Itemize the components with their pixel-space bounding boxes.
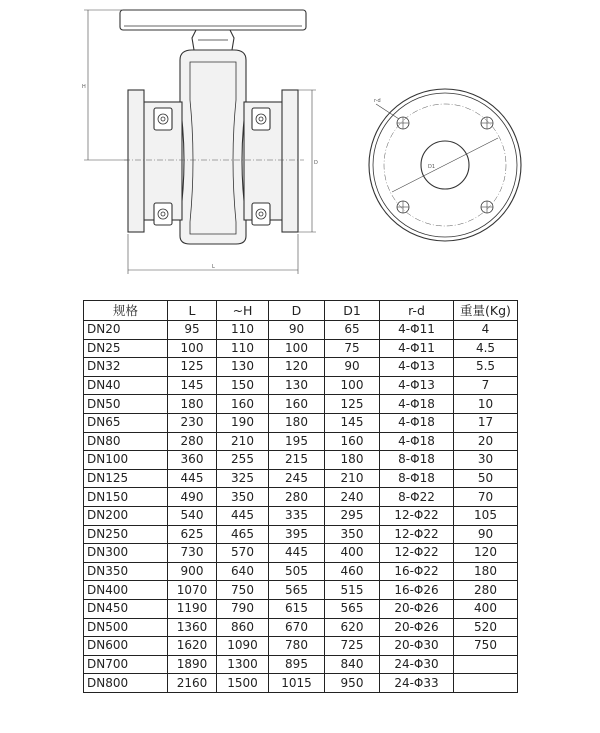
cell-l: 540 [168,506,217,525]
bolt-hole-bottom-right [481,201,493,213]
cell-h: 110 [217,321,269,340]
cell-d1: 125 [325,395,380,414]
cell-rd: 16-Φ26 [380,581,454,600]
cell-d: 90 [269,321,325,340]
cell-d1: 180 [325,451,380,470]
cell-model: DN125 [84,469,168,488]
table-row [84,674,518,693]
table-row [84,395,518,414]
cell-l: 445 [168,469,217,488]
dim-label-d: D [314,160,318,166]
cell-d: 120 [269,358,325,377]
cell-h: 750 [217,581,269,600]
cell-d: 395 [269,525,325,544]
cell-d: 445 [269,544,325,563]
cell-model: DN200 [84,506,168,525]
bolt-hole-top-right [481,117,493,129]
cell-rd: 8-Φ22 [380,488,454,507]
cell-rd: 4-Φ13 [380,376,454,395]
dim-label-h: H [82,84,86,90]
cell-model: DN40 [84,376,168,395]
cell-weight [454,655,518,674]
cell-h: 465 [217,525,269,544]
cell-d1: 400 [325,544,380,563]
cell-d1: 350 [325,525,380,544]
cell-d1: 90 [325,358,380,377]
cell-h: 210 [217,432,269,451]
bolt-bottom-left [154,203,172,225]
table-row [84,451,518,470]
cell-d1: 515 [325,581,380,600]
cell-weight: 50 [454,469,518,488]
cell-weight: 70 [454,488,518,507]
cell-weight [454,674,518,693]
cell-h: 1300 [217,655,269,674]
cell-l: 125 [168,358,217,377]
cell-weight: 90 [454,525,518,544]
bolt-top-left [154,108,172,130]
flange-right [282,90,298,232]
cell-weight: 280 [454,581,518,600]
cell-d: 615 [269,599,325,618]
cell-rd: 24-Φ33 [380,674,454,693]
cell-h: 640 [217,562,269,581]
cell-h: 790 [217,599,269,618]
cell-model: DN600 [84,637,168,656]
cell-rd: 12-Φ22 [380,544,454,563]
cell-d1: 100 [325,376,380,395]
cell-d: 160 [269,395,325,414]
cell-l: 490 [168,488,217,507]
table-header [84,301,518,321]
table-row [84,321,518,340]
cell-model: DN50 [84,395,168,414]
cell-h: 160 [217,395,269,414]
cell-d1: 75 [325,339,380,358]
table-body [84,321,518,693]
cell-rd: 4-Φ11 [380,339,454,358]
cell-d: 335 [269,506,325,525]
cell-l: 625 [168,525,217,544]
cell-d1: 295 [325,506,380,525]
cell-rd: 8-Φ18 [380,469,454,488]
cell-rd: 20-Φ26 [380,599,454,618]
cell-d1: 840 [325,655,380,674]
cell-weight: 4 [454,321,518,340]
cell-d1: 950 [325,674,380,693]
bolt-hole-bottom-left [397,201,409,213]
bolt-top-right [252,108,270,130]
cell-weight: 120 [454,544,518,563]
table-row [84,506,518,525]
cell-weight: 5.5 [454,358,518,377]
cell-model: DN500 [84,618,168,637]
table-row [84,562,518,581]
cell-model: DN20 [84,321,168,340]
valve-spec-table [83,300,518,693]
table-row [84,599,518,618]
cell-model: DN80 [84,432,168,451]
cell-d1: 725 [325,637,380,656]
cell-weight: 10 [454,395,518,414]
cell-d: 895 [269,655,325,674]
table-row [84,488,518,507]
table-row [84,544,518,563]
cell-l: 1620 [168,637,217,656]
cell-l: 100 [168,339,217,358]
cell-rd: 4-Φ18 [380,432,454,451]
cell-d: 565 [269,581,325,600]
bolt-bottom-right [252,203,270,225]
table-row [84,413,518,432]
cell-d: 195 [269,432,325,451]
cell-d1: 160 [325,432,380,451]
cell-model: DN350 [84,562,168,581]
cell-model: DN100 [84,451,168,470]
cell-rd: 4-Φ13 [380,358,454,377]
cell-weight: 30 [454,451,518,470]
table-row [84,432,518,451]
cell-weight: 105 [454,506,518,525]
valve-technical-drawing [0,0,600,290]
header-model: 规格 [84,301,168,321]
cell-d1: 65 [325,321,380,340]
header-rd: r-d [380,301,454,321]
flange-side-view [369,89,521,241]
cell-weight: 4.5 [454,339,518,358]
cell-l: 180 [168,395,217,414]
table-row [84,655,518,674]
cell-d: 505 [269,562,325,581]
table-row [84,618,518,637]
header-d: D [269,301,325,321]
cell-l: 95 [168,321,217,340]
cell-h: 445 [217,506,269,525]
cell-h: 570 [217,544,269,563]
cell-d: 215 [269,451,325,470]
table-row [84,525,518,544]
cell-weight: 20 [454,432,518,451]
cell-h: 130 [217,358,269,377]
cell-rd: 8-Φ18 [380,451,454,470]
cell-d: 780 [269,637,325,656]
cell-l: 1070 [168,581,217,600]
cell-model: DN700 [84,655,168,674]
cell-weight: 520 [454,618,518,637]
cell-d: 130 [269,376,325,395]
cell-d: 280 [269,488,325,507]
cell-rd: 12-Φ22 [380,506,454,525]
cell-h: 110 [217,339,269,358]
header-l: L [168,301,217,321]
cell-model: DN25 [84,339,168,358]
table-row [84,376,518,395]
cell-model: DN250 [84,525,168,544]
cell-d: 670 [269,618,325,637]
flange-left [128,90,144,232]
cell-d1: 565 [325,599,380,618]
cell-h: 190 [217,413,269,432]
cell-l: 1360 [168,618,217,637]
dim-label-d1: D1 [428,164,436,170]
cell-d1: 460 [325,562,380,581]
table-header-row [84,301,518,321]
cell-rd: 20-Φ26 [380,618,454,637]
cell-h: 255 [217,451,269,470]
cell-rd: 20-Φ30 [380,637,454,656]
cell-h: 1090 [217,637,269,656]
header-h: ~H [217,301,269,321]
cell-h: 325 [217,469,269,488]
cell-rd: 16-Φ22 [380,562,454,581]
cell-model: DN150 [84,488,168,507]
valve-front-view [82,10,318,274]
table-row [84,469,518,488]
header-d1: D1 [325,301,380,321]
cell-rd: 12-Φ22 [380,525,454,544]
cell-d1: 620 [325,618,380,637]
cell-l: 280 [168,432,217,451]
cell-h: 350 [217,488,269,507]
cell-l: 1890 [168,655,217,674]
table-row [84,358,518,377]
table-row [84,339,518,358]
cell-d1: 145 [325,413,380,432]
cell-d1: 210 [325,469,380,488]
cell-d: 100 [269,339,325,358]
cell-l: 730 [168,544,217,563]
dim-label-rd: r-d [374,98,381,104]
cell-l: 145 [168,376,217,395]
cell-l: 360 [168,451,217,470]
cell-d: 180 [269,413,325,432]
cell-weight: 7 [454,376,518,395]
dim-label-l: L [212,264,215,270]
handwheel [120,10,306,30]
cell-h: 150 [217,376,269,395]
cell-d: 1015 [269,674,325,693]
cell-l: 1190 [168,599,217,618]
cell-l: 230 [168,413,217,432]
cell-model: DN450 [84,599,168,618]
cell-model: DN65 [84,413,168,432]
cell-l: 2160 [168,674,217,693]
cell-model: DN400 [84,581,168,600]
cell-rd: 4-Φ18 [380,395,454,414]
header-weight: 重量(Kg) [454,301,518,321]
cell-weight: 400 [454,599,518,618]
cell-rd: 4-Φ11 [380,321,454,340]
cell-l: 900 [168,562,217,581]
cell-rd: 4-Φ18 [380,413,454,432]
cell-d: 245 [269,469,325,488]
cell-model: DN800 [84,674,168,693]
cell-h: 1500 [217,674,269,693]
cell-weight: 750 [454,637,518,656]
table-row [84,637,518,656]
cell-model: DN32 [84,358,168,377]
table-row [84,581,518,600]
cell-weight: 180 [454,562,518,581]
cell-weight: 17 [454,413,518,432]
cell-model: DN300 [84,544,168,563]
cell-h: 860 [217,618,269,637]
cell-d1: 240 [325,488,380,507]
cell-rd: 24-Φ30 [380,655,454,674]
